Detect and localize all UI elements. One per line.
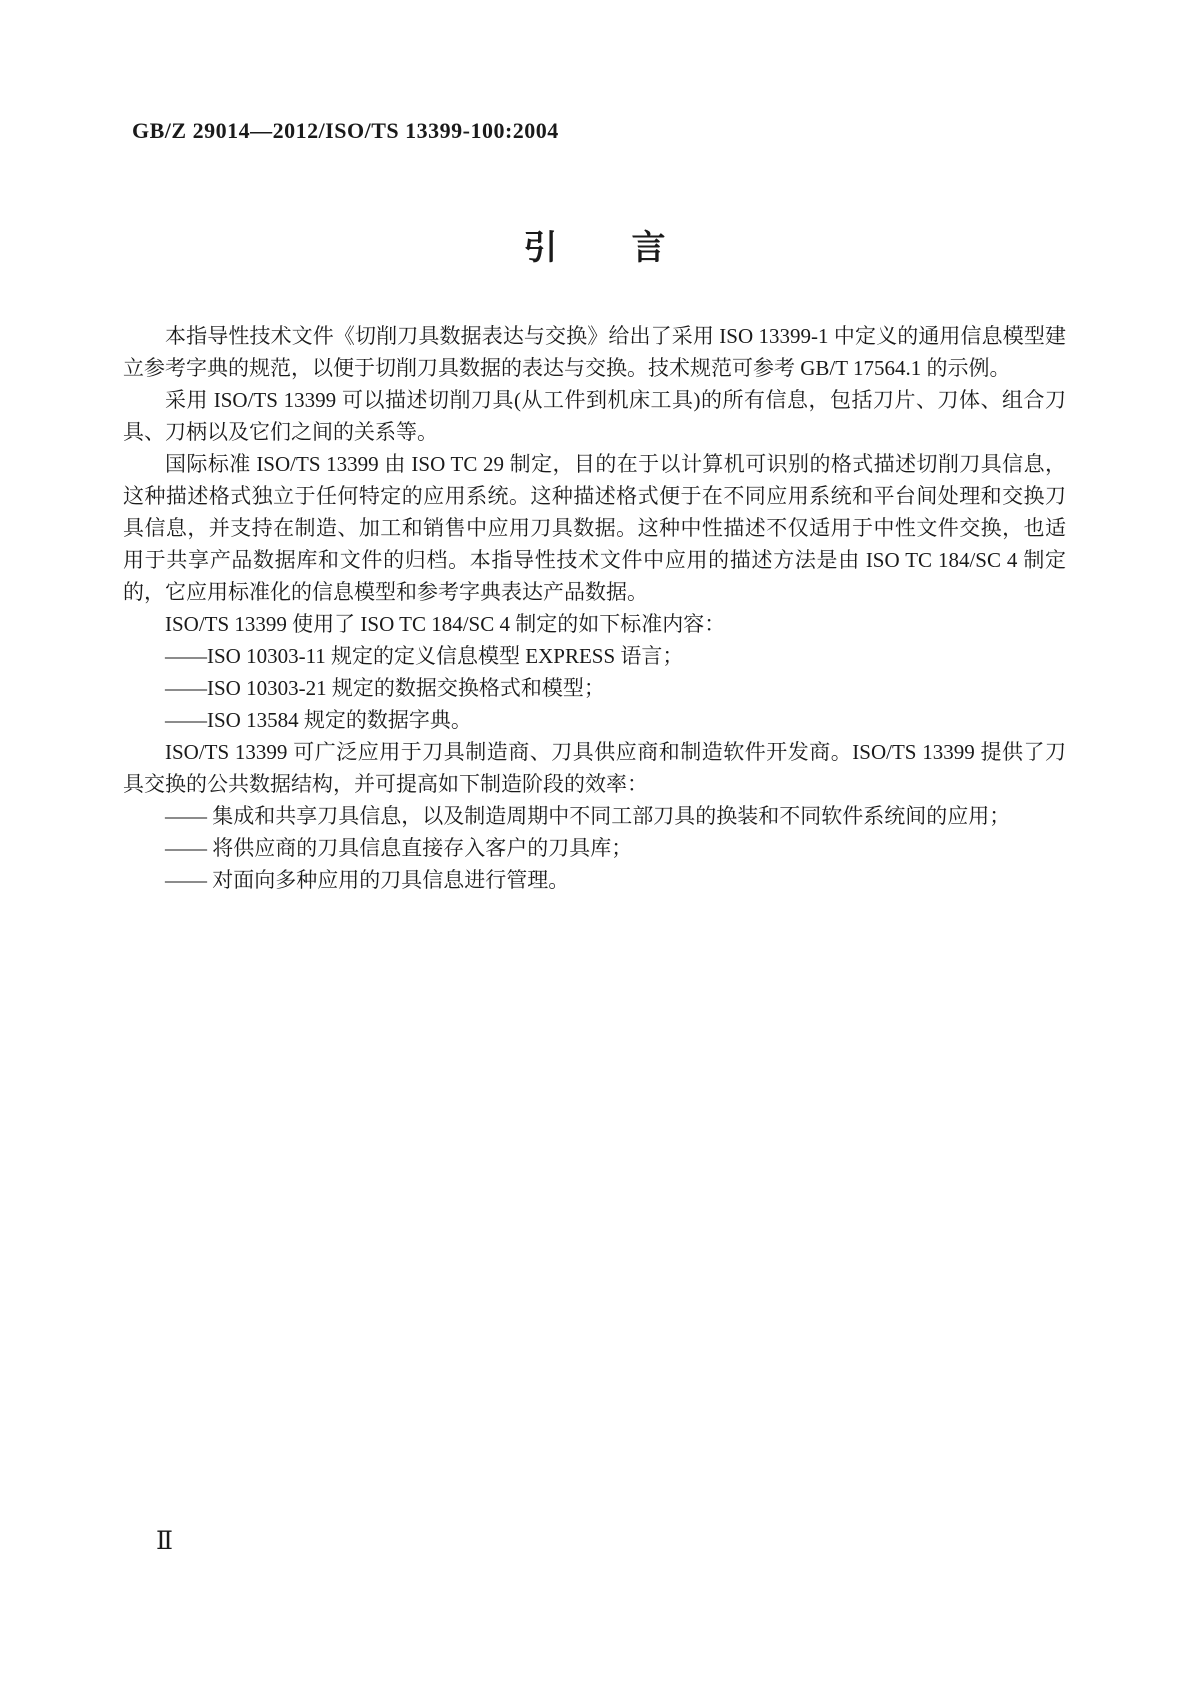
paragraph-standard-background: 国际标准 ISO/TS 13399 由 ISO TC 29 制定，目的在于以计算机可识别的格式描述切削刀具信息，这种描述格式独立于任何特定的应用系统。这种描述格式便于在不同应用系统和平台间处理和交换刀具信息，并支持在制造、加工和销售中应用刀具数据。这种中性描述不仅适用于中性文件交换，也适用于共享产品数据库和文件的归档。本指导性技术文件中应用的描述方法是由 ISO TC 184/SC 4 制定的，它应用标准化的信息模型和参考字典表达产品数据。	[123, 452, 1066, 604]
list-item-benefit-management: —— 对面向多种应用的刀具信息进行管理。	[165, 868, 570, 892]
standard-number-header: GB/Z 29014—2012/ISO/TS 13399-100:2004	[132, 118, 559, 143]
document-body	[123, 320, 1066, 896]
list-item-benefit-supplier-data: —— 将供应商的刀具信息直接存入客户的刀具库；	[165, 836, 633, 860]
page-number: Ⅱ	[156, 1528, 173, 1555]
list-item-benefit-integration: —— 集成和共享刀具信息，以及制造周期中不同工部刀具的换装和不同软件系统间的应用；	[165, 804, 1011, 828]
list-item-iso-13584: ——ISO 13584 规定的数据字典。	[165, 708, 472, 732]
paragraph-iso-ts-13399-description: 采用 ISO/TS 13399 可以描述切削刀具(从工件到机床工具)的所有信息，包括刀片、刀体、组合刀具、刀柄以及它们之间的关系等。	[123, 388, 1066, 444]
list-item-iso-10303-21: ——ISO 10303-21 规定的数据交换格式和模型；	[165, 676, 605, 700]
list-item-iso-10303-11: ——ISO 10303-11 规定的定义信息模型 EXPRESS 语言；	[165, 644, 684, 668]
paragraph-application-lead-in: ISO/TS 13399 可广泛应用于刀具制造商、刀具供应商和制造软件开发商。ISO/TS 13399 提供了刀具交换的公共数据结构，并可提高如下制造阶段的效率：	[123, 740, 1066, 796]
paragraph-intro-scope: 本指导性技术文件《切削刀具数据表达与交换》给出了采用 ISO 13399-1 中定义的通用信息模型建立参考字典的规范，以便于切削刀具数据的表达与交换。技术规范可参考 GB/T 17564.1 的示例。	[123, 324, 1066, 380]
paragraph-standards-used-lead-in: ISO/TS 13399 使用了 ISO TC 184/SC 4 制定的如下标准内容：	[165, 612, 726, 636]
page-title: 引 言	[523, 229, 668, 267]
